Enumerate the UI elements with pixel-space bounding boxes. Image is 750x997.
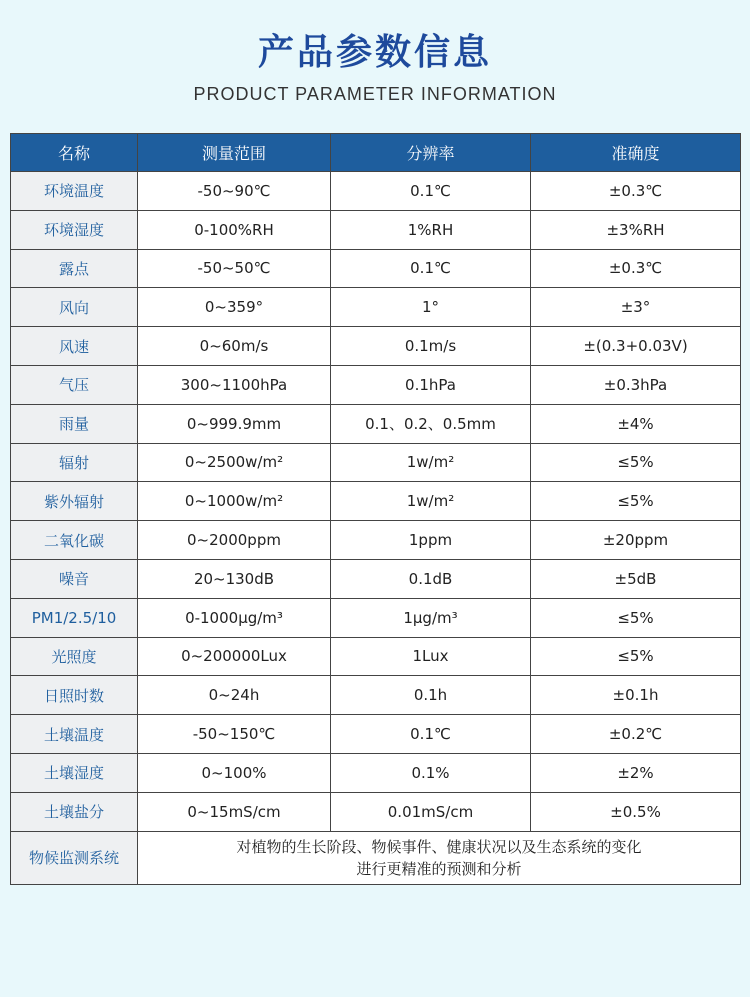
- resolution-cell: 0.1、0.2、0.5mm: [331, 404, 531, 443]
- resolution-cell: 0.01mS/cm: [331, 792, 531, 831]
- accuracy-cell: ±0.3℃: [531, 249, 741, 288]
- range-cell: 0-100%RH: [138, 210, 331, 249]
- range-cell: 20~130dB: [138, 559, 331, 598]
- parameter-name-cell: 紫外辐射: [11, 482, 138, 521]
- resolution-cell: 1ppm: [331, 521, 531, 560]
- parameter-name-cell: 光照度: [11, 637, 138, 676]
- accuracy-cell: ≤5%: [531, 482, 741, 521]
- accuracy-cell: ±(0.3+0.03V): [531, 327, 741, 366]
- accuracy-cell: ≤5%: [531, 637, 741, 676]
- resolution-cell: 1μg/m³: [331, 598, 531, 637]
- resolution-cell: 1°: [331, 288, 531, 327]
- parameter-name-cell: 环境温度: [11, 172, 138, 211]
- page-subtitle: PRODUCT PARAMETER INFORMATION: [193, 84, 557, 104]
- description-line: 对植物的生长阶段、物候事件、健康状况以及生态系统的变化: [236, 837, 642, 856]
- table-row: [11, 676, 741, 715]
- resolution-cell: 1%RH: [331, 210, 531, 249]
- parameter-name-cell: 物候监测系统: [11, 831, 138, 884]
- table-row: [11, 482, 741, 521]
- table-row-phenology: [11, 831, 741, 884]
- accuracy-cell: ±20ppm: [531, 521, 741, 560]
- parameter-name-cell: PM1/2.5/10: [11, 598, 138, 637]
- parameter-table: [10, 133, 741, 885]
- table-row: [11, 559, 741, 598]
- table-row: [11, 172, 741, 211]
- parameter-name-cell: 气压: [11, 365, 138, 404]
- parameter-name-cell: 二氧化碳: [11, 521, 138, 560]
- page-header: [0, 0, 750, 105]
- accuracy-cell: ±4%: [531, 404, 741, 443]
- table-header-row: [11, 134, 741, 172]
- column-header-range: 测量范围: [138, 134, 331, 172]
- parameter-name-cell: 日照时数: [11, 676, 138, 715]
- accuracy-cell: ±3%RH: [531, 210, 741, 249]
- range-cell: 300~1100hPa: [138, 365, 331, 404]
- accuracy-cell: ±0.1h: [531, 676, 741, 715]
- column-header-accuracy: 准确度: [531, 134, 741, 172]
- range-cell: 0~100%: [138, 753, 331, 792]
- range-cell: -50~150℃: [138, 715, 331, 754]
- accuracy-cell: ≤5%: [531, 443, 741, 482]
- range-cell: 0~999.9mm: [138, 404, 331, 443]
- range-cell: 0-1000μg/m³: [138, 598, 331, 637]
- parameter-name-cell: 露点: [11, 249, 138, 288]
- table-body: [11, 172, 741, 885]
- resolution-cell: 0.1℃: [331, 715, 531, 754]
- range-cell: 0~1000w/m²: [138, 482, 331, 521]
- table-row: [11, 404, 741, 443]
- description-cell: [138, 831, 741, 884]
- range-cell: 0~24h: [138, 676, 331, 715]
- resolution-cell: 0.1m/s: [331, 327, 531, 366]
- column-header-resolution: 分辨率: [331, 134, 531, 172]
- accuracy-cell: ±3°: [531, 288, 741, 327]
- parameter-name-cell: 风速: [11, 327, 138, 366]
- resolution-cell: 0.1℃: [331, 249, 531, 288]
- table-row: [11, 637, 741, 676]
- range-cell: 0~2500w/m²: [138, 443, 331, 482]
- table-row: [11, 792, 741, 831]
- table-row: [11, 327, 741, 366]
- resolution-cell: 0.1h: [331, 676, 531, 715]
- parameter-name-cell: 雨量: [11, 404, 138, 443]
- range-cell: 0~359°: [138, 288, 331, 327]
- resolution-cell: 1w/m²: [331, 443, 531, 482]
- parameter-name-cell: 土壤温度: [11, 715, 138, 754]
- accuracy-cell: ±0.2℃: [531, 715, 741, 754]
- parameter-name-cell: 土壤盐分: [11, 792, 138, 831]
- accuracy-cell: ±0.5%: [531, 792, 741, 831]
- table-row: [11, 753, 741, 792]
- table-row: [11, 715, 741, 754]
- table-row: [11, 365, 741, 404]
- range-cell: 0~60m/s: [138, 327, 331, 366]
- parameter-name-cell: 辐射: [11, 443, 138, 482]
- parameter-name-cell: 环境湿度: [11, 210, 138, 249]
- range-cell: 0~2000ppm: [138, 521, 331, 560]
- table-row: [11, 521, 741, 560]
- column-header-name: 名称: [11, 134, 138, 172]
- resolution-cell: 0.1hPa: [331, 365, 531, 404]
- parameter-name-cell: 噪音: [11, 559, 138, 598]
- parameter-name-cell: 土壤湿度: [11, 753, 138, 792]
- table-row: [11, 288, 741, 327]
- accuracy-cell: ±5dB: [531, 559, 741, 598]
- table-row: [11, 443, 741, 482]
- table-row: [11, 249, 741, 288]
- accuracy-cell: ≤5%: [531, 598, 741, 637]
- resolution-cell: 1Lux: [331, 637, 531, 676]
- range-cell: -50~50℃: [138, 249, 331, 288]
- accuracy-cell: ±0.3℃: [531, 172, 741, 211]
- accuracy-cell: ±0.3hPa: [531, 365, 741, 404]
- page-title: 产品参数信息: [257, 32, 492, 73]
- resolution-cell: 0.1dB: [331, 559, 531, 598]
- resolution-cell: 1w/m²: [331, 482, 531, 521]
- resolution-cell: 0.1℃: [331, 172, 531, 211]
- range-cell: -50~90℃: [138, 172, 331, 211]
- range-cell: 0~15mS/cm: [138, 792, 331, 831]
- range-cell: 0~200000Lux: [138, 637, 331, 676]
- table-row: [11, 210, 741, 249]
- description-line: 进行更精准的预测和分析: [356, 859, 522, 878]
- accuracy-cell: ±2%: [531, 753, 741, 792]
- table-row: [11, 598, 741, 637]
- resolution-cell: 0.1%: [331, 753, 531, 792]
- parameter-name-cell: 风向: [11, 288, 138, 327]
